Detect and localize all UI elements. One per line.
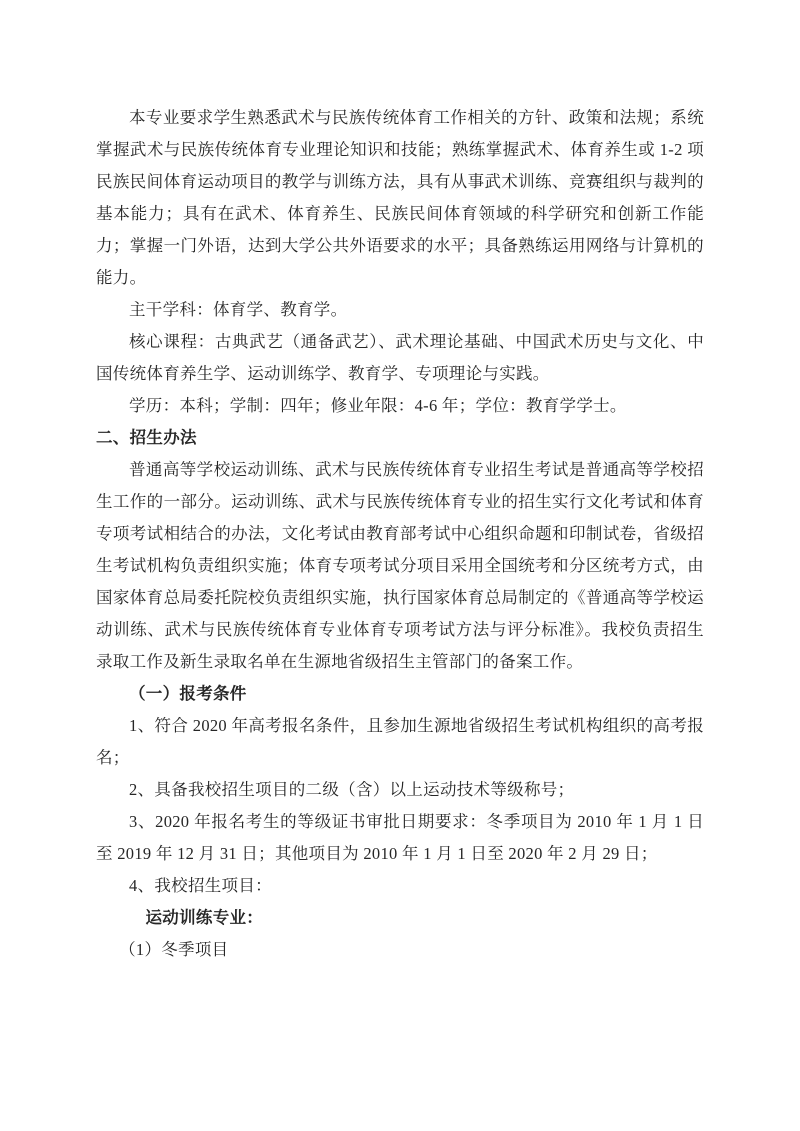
requirement-item-2: 2、具备我校招生项目的二级（含）以上运动技术等级称号； [129,780,575,799]
admissions-method-paragraph: 普通高等学校运动训练、武术与民族传统体育专业招生考试是普通高等学校招生工作的一部分。运动训练、武术与民族传统体育专业的招生实行文化考试和体育专项考试相结合的办法，文化考试由教育部考试中心组织命题和印制试卷，省级招生考试机构负责组织实施；体育专项考试分项目采用全国统考和分区统考方式，由国家体育总局委托院校负责组织实施，执行国家体育总局制定的《普通高等学校运动训练、武术与民族传统体育专业体育专项考试方法与评分标准》。我校负责招生录取工作及新生录取名单在生源地省级招生主管部门的备案工作。 [96,460,704,671]
intro-paragraph: 本专业要求学生熟悉武术与民族传统体育工作相关的方针、政策和法规；系统掌握武术与民族传统体育专业理论知识和技能；熟练掌握武术、体育养生或 1-2 项民族民间体育运动项目的教学与训练方法，具有从事武术训练、竞赛组织与裁判的基本能力；具有在武术、体育养生、民族民间体育领域的科学研究和创新工作能力；掌握一门外语，达到大学公共外语要求的水平；具备熟练运用网络与计算机的能力。 [96,108,704,287]
requirement-item-4: 4、我校招生项目： [129,876,272,895]
requirement-item-1: 1、符合 2020 年高考报名条件，且参加生源地省级招生考试机构组织的高考报名； [96,716,704,767]
section-admissions-heading: 二、招生办法 [96,428,197,447]
winter-events-item: （1）冬季项目 [119,940,229,959]
sports-training-major-heading: 运动训练专业： [145,908,264,927]
application-requirements-heading: （一）报考条件 [129,684,247,703]
core-courses-paragraph: 核心课程：古典武艺（通备武艺）、武术理论基础、中国武术历史与文化、中国传统体育养生学、运动训练学、教育学、专项理论与实践。 [96,332,704,383]
main-subjects-line: 主干学科：体育学、教育学。 [129,300,348,319]
degree-info-line: 学历：本科；学制：四年；修业年限：4-6 年；学位：教育学学士。 [129,396,627,415]
requirement-item-3: 3、2020 年报名考生的等级证书审批日期要求：冬季项目为 2010 年 1 月 1 日至 2019 年 12 月 31 日；其他项目为 2010 年 1 月 1 日至 2020 年 2 月 29 日； [96,812,704,863]
